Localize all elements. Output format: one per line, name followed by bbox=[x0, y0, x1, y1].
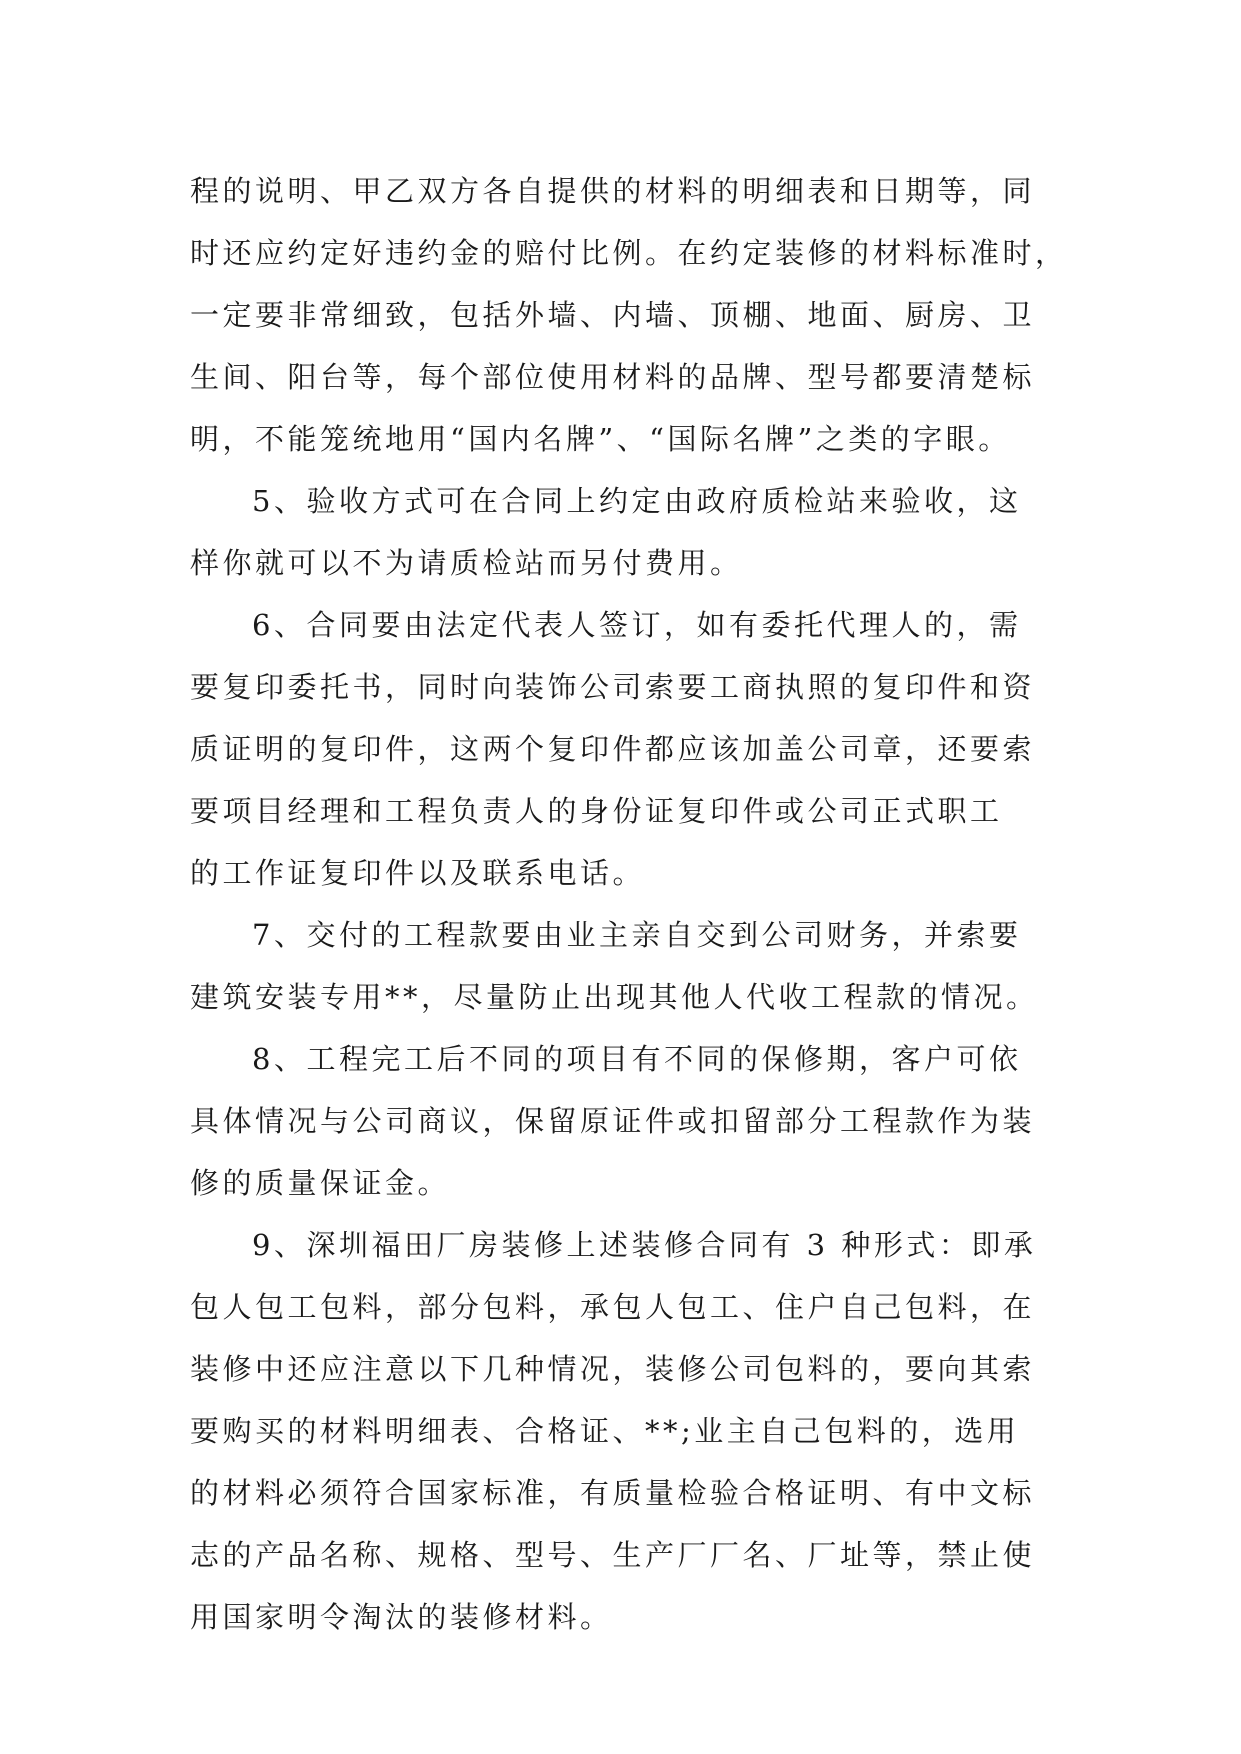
text-line: 装修中还应注意以下几种情况，装修公司包料的，要向其索 bbox=[190, 1352, 1036, 1386]
paragraph-8-first-line: 8、工程完工后不同的项目有不同的保修期，客户可依 bbox=[252, 1042, 1022, 1076]
text-line: 时还应约定好违约金的赔付比例。在约定装修的材料标准时， bbox=[190, 236, 1068, 270]
text-line: 要复印委托书，同时向装饰公司索要工商执照的复印件和资 bbox=[190, 670, 1036, 704]
text-line: 程的说明、甲乙双方各自提供的材料的明细表和日期等，同 bbox=[190, 174, 1036, 208]
text-line: 一定要非常细致，包括外墙、内墙、顶棚、地面、厨房、卫 bbox=[190, 298, 1036, 332]
paragraph-9-first-line: 9、深圳福田厂房装修上述装修合同有 3 种形式：即承 bbox=[252, 1228, 1037, 1262]
text-line: 生间、阳台等，每个部位使用材料的品牌、型号都要清楚标 bbox=[190, 360, 1036, 394]
text-line: 要购买的材料明细表、合格证、**;业主自己包料的，选用 bbox=[190, 1414, 1020, 1448]
paragraph-7-first-line: 7、交付的工程款要由业主亲自交到公司财务，并索要 bbox=[252, 918, 1022, 952]
paragraph-5-first-line: 5、验收方式可在合同上约定由政府质检站来验收，这 bbox=[252, 484, 1022, 518]
text-line: 包人包工包料，部分包料，承包人包工、住户自己包料，在 bbox=[190, 1290, 1036, 1324]
text-line: 修的质量保证金。 bbox=[190, 1166, 451, 1200]
text-line: 质证明的复印件，这两个复印件都应该加盖公司章，还要索 bbox=[190, 732, 1036, 766]
text-line: 的工作证复印件以及联系电话。 bbox=[190, 856, 646, 890]
text-line: 的材料必须符合国家标准，有质量检验合格证明、有中文标 bbox=[190, 1476, 1036, 1510]
text-line: 用国家明令淘汰的装修材料。 bbox=[190, 1600, 613, 1634]
paragraph-6-first-line: 6、合同要由法定代表人签订，如有委托代理人的，需 bbox=[252, 608, 1022, 642]
text-line: 要项目经理和工程负责人的身份证复印件或公司正式职工 bbox=[190, 794, 1003, 828]
text-line: 具体情况与公司商议，保留原证件或扣留部分工程款作为装 bbox=[190, 1104, 1036, 1138]
text-line: 建筑安装专用**，尽量防止出现其他人代收工程款的情况。 bbox=[190, 980, 1039, 1014]
text-line: 样你就可以不为请质检站而另付费用。 bbox=[190, 546, 743, 580]
text-line: 明，不能笼统地用“国内名牌”、“国际名牌”之类的字眼。 bbox=[190, 422, 1011, 456]
text-line: 志的产品名称、规格、型号、生产厂厂名、厂址等，禁止使 bbox=[190, 1538, 1036, 1572]
document-body bbox=[190, 160, 1090, 1648]
